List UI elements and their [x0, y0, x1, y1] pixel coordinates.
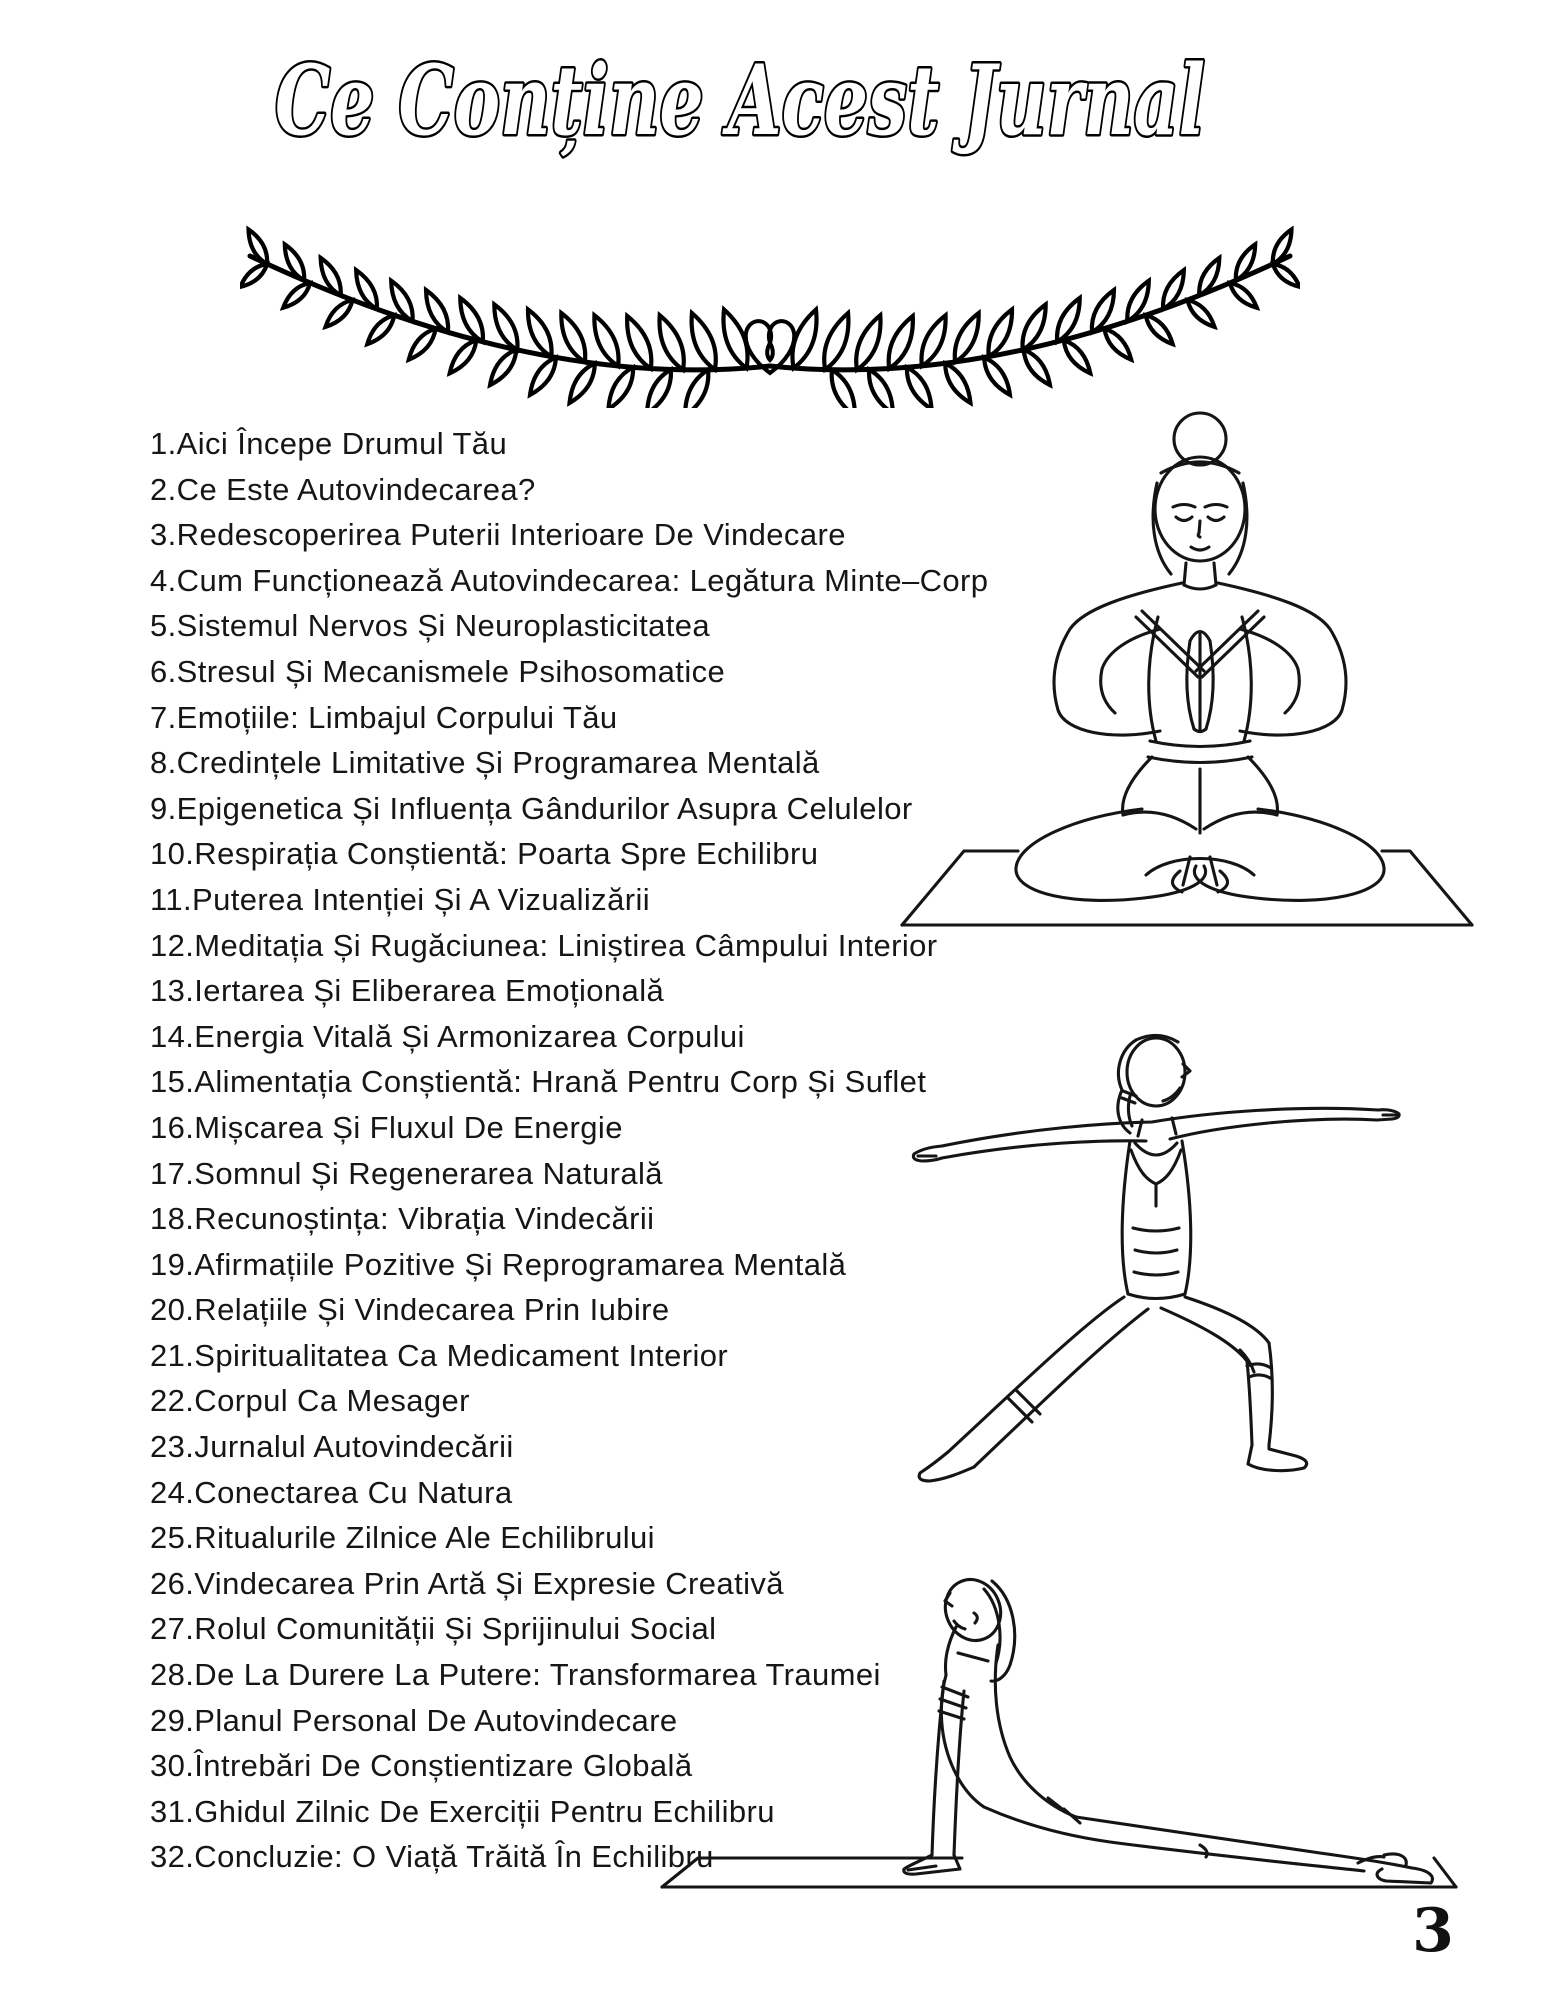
page-title: [0, 18, 1545, 198]
toc-item: 17.Somnul Și Regenerarea Naturală: [150, 1155, 663, 1191]
hips-shorts: [1123, 741, 1278, 833]
toc-item: 22.Corpul Ca Mesager: [150, 1383, 470, 1419]
torso: [1122, 1141, 1191, 1299]
toc-item: 25.Ritualurile Zilnice Ale Echilibrului: [150, 1520, 655, 1556]
toc-item: 11.Puterea Intenției Și A Vizualizării: [150, 881, 651, 917]
toc-item: 32.Concluzie: O Viață Trăită În Echilibru: [150, 1839, 714, 1875]
toc-item: 26.Vindecarea Prin Artă Și Expresie Creativă: [150, 1565, 784, 1601]
toc-item: 7.Emoțiile: Limbajul Corpului Tău: [150, 699, 618, 735]
legs: [984, 1807, 1432, 1883]
toc-item: 2.Ce Este Autovindecarea?: [150, 471, 536, 507]
head-and-hair: [1153, 413, 1247, 589]
toc-item: 14.Energia Vitală Și Armonizarea Corpului: [150, 1018, 745, 1054]
toc-item: 21.Spiritualitatea Ca Medicament Interior: [150, 1337, 729, 1373]
toc-item: 19.Afirmațiile Pozitive Și Reprogramarea Mentală: [150, 1246, 847, 1282]
toc-item: 23.Jurnalul Autovindecării: [150, 1429, 514, 1465]
toc-item: 12.Meditația Și Rugăciunea: Liniștirea Câmpului Interior: [150, 927, 938, 963]
front-leg: [1161, 1297, 1307, 1471]
toc-list: [150, 421, 988, 1880]
toc-item: 18.Recunoștința: Vibrația Vindecării: [150, 1201, 655, 1237]
page-title-text: Ce Conține Acest Jurnal: [275, 44, 1205, 157]
toc-item: 31.Ghidul Zilnic De Exerciții Pentru Echilibru: [150, 1793, 775, 1829]
toc-item: 3.Redescoperirea Puterii Interioare De Vindecare: [150, 517, 846, 553]
toc-item: 30.Întrebări De Conștientizare Globală: [150, 1748, 693, 1784]
toc-item: 4.Cum Funcționează Autovindecarea: Legătura Minte–Corp: [150, 562, 989, 598]
toc-item: 10.Respirația Conștientă: Poarta Spre Echilibru: [150, 836, 819, 872]
toc-item: 8.Credințele Limitative Și Programarea Mentală: [150, 745, 820, 781]
toc-item: 16.Mișcarea Și Fluxul De Energie: [150, 1109, 623, 1145]
toc-item: 29.Planul Personal De Autovindecare: [150, 1702, 678, 1738]
toc-item: 6.Stresul Și Mecanismele Psihosomatice: [150, 653, 726, 689]
toc-item: 13.Iertarea Și Eliberarea Emoțională: [150, 973, 665, 1009]
laurel-divider-illustration: [240, 176, 1300, 408]
toc-item: 5.Sistemul Nervos Și Neuroplasticitatea: [150, 608, 711, 644]
toc-item: 9.Epigenetica Și Influența Gândurilor Asupra Celulelor: [150, 790, 913, 826]
toc-item: 15.Alimentația Conștientă: Hrană Pentru Corp Și Suflet: [150, 1064, 927, 1100]
toc-item: 1.Aici Începe Drumul Tău: [150, 426, 508, 461]
toc-item: 20.Relațiile Și Vindecarea Prin Iubire: [150, 1292, 670, 1328]
page-number: 3: [1412, 1896, 1454, 1966]
toc-item: 24.Conectarea Cu Natura: [150, 1474, 513, 1510]
toc-item: 27.Rolul Comunității Și Sprijinului Social: [150, 1611, 717, 1647]
prayer-hands: [1187, 632, 1213, 732]
toc-item: 28.De La Durere La Putere: Transformarea Traumei: [150, 1657, 881, 1693]
